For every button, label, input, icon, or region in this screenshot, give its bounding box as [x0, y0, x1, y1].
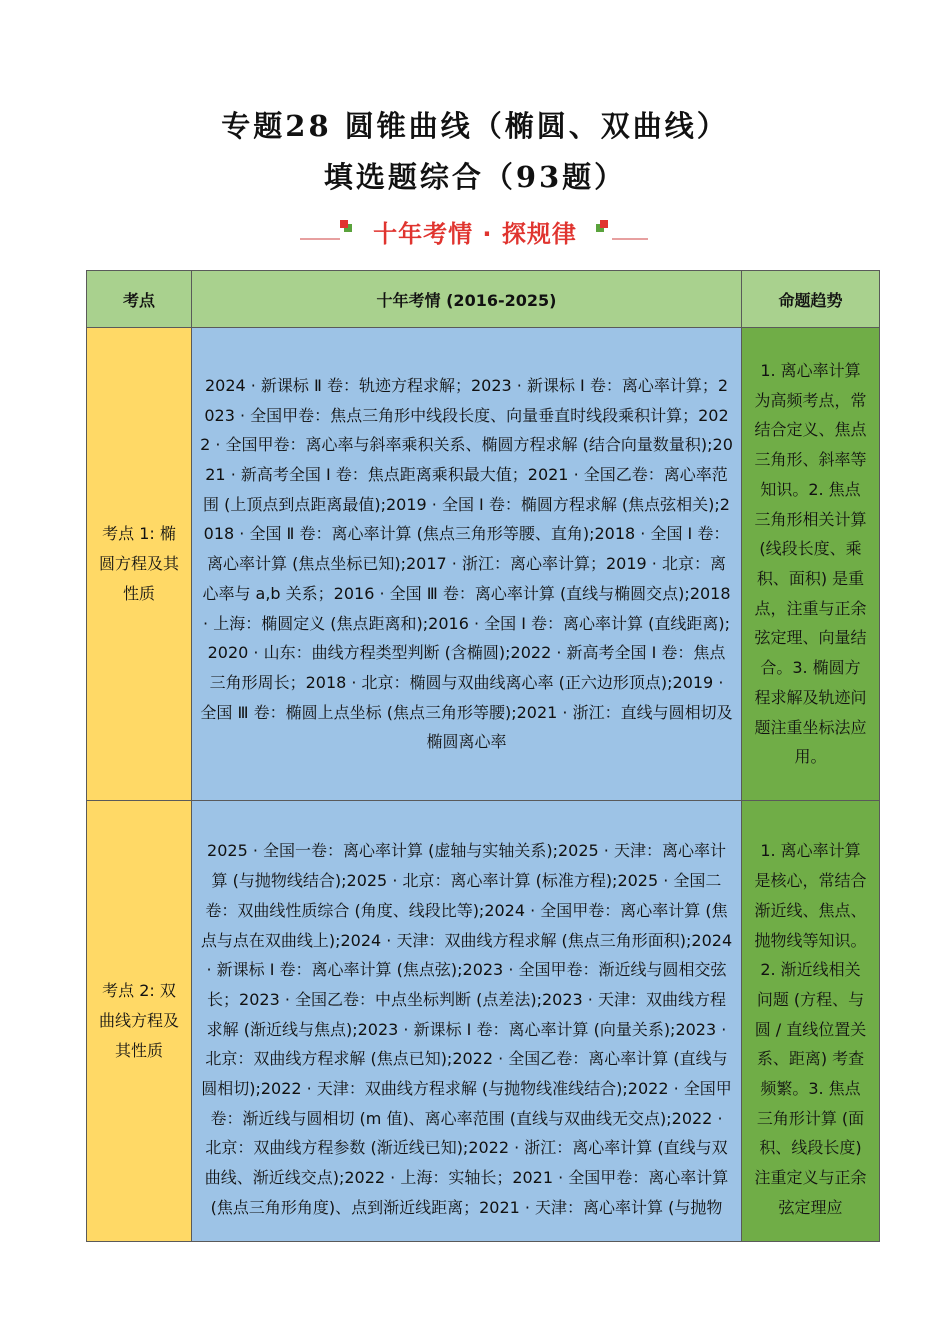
- trend-cell: [742, 801, 880, 1242]
- topic-text: 考点 1: 椭圆方程及其性质: [98, 524, 179, 603]
- topic-cell: [87, 328, 192, 801]
- history-cell: [192, 801, 742, 1242]
- header-history: 十年考情 (2016-2025): [192, 271, 742, 328]
- exam-analysis-table: [86, 270, 880, 1242]
- table-header-row: [87, 271, 880, 328]
- table-row: [87, 801, 880, 1242]
- trend-cell: [742, 328, 880, 801]
- banner-square-left-icon: [340, 220, 348, 228]
- document-title-line-1: 专题28 圆锥曲线（椭圆、双曲线）: [221, 109, 729, 143]
- trend-text: 1. 离心率计算是核心，常结合渐近线、焦点、抛物线等知识。2. 渐近线相关问题 (方程、与圆 / 直线位置关系、距离) 考查频繁。3. 焦点三角形计算 (面积、线段长度) 注重定义与正余弦定理应: [754, 841, 867, 1217]
- topic-text: 考点 2: 双曲线方程及其性质: [98, 981, 179, 1060]
- section-banner: [0, 214, 950, 250]
- document-title-line-2: 填选题综合（93题）: [323, 160, 627, 194]
- header-topic: 考点: [87, 271, 192, 328]
- banner-square-right-icon: [600, 220, 608, 228]
- history-text: 2024 · 新课标 Ⅱ 卷：轨迹方程求解；2023 · 新课标 Ⅰ 卷：离心率计算；2023 · 全国甲卷：焦点三角形中线段长度、向量垂直时线段乘积计算；2022 · 全国甲卷：离心率与斜率乘积关系、椭圆方程求解 (结合向量数量积);2021 · 新高考全国 Ⅰ 卷：焦点距离乘积最大值；2021 · 全国乙卷：离心率范围 (上顶点到点距离最值);2019 · 全国 Ⅰ 卷：椭圆方程求解 (焦点弦相关);2018 · 全国 Ⅱ 卷：离心率计算 (焦点三角形等腰、直角);2018 · 全国 Ⅰ 卷：离心率计算 (焦点坐标已知);2017 · 浙江：离心率计算；2019 · 北京：离心率与 a,b 关系；2016 · 全国 Ⅲ 卷：离心率计算 (直线与椭圆交点);2018 · 上海：椭圆定义 (焦点距离和);2016 · 全国 Ⅰ 卷：离心率计算 (直线距离);2020 · 山东：曲线方程类型判断 (含椭圆);2022 · 新高考全国 Ⅰ 卷：焦点三角形周长；2018 · 北京：椭圆与双曲线离心率 (正六边形顶点);2019 · 全国 Ⅲ 卷：椭圆上点坐标 (焦点三角形等腰);2021 · 浙江：直线与圆相切及椭圆离心率: [200, 375, 733, 752]
- trend-text: 1. 离心率计算为高频考点，常结合定义、焦点三角形、斜率等知识。2. 焦点三角形相关计算 (线段长度、乘积、面积) 是重点，注重与正余弦定理、向量结合。3. 椭圆方程求解及轨迹问题注重坐标法应用。: [754, 361, 867, 767]
- history-text: 2025 · 全国一卷：离心率计算 (虚轴与实轴关系);2025 · 天津：离心率计算 (与抛物线结合);2025 · 北京：离心率计算 (标准方程);2025 · 全国二卷：双曲线性质综合 (角度、线段比等);2024 · 全国甲卷：离心率计算 (焦点与点在双曲线上);2024 · 天津：双曲线方程求解 (焦点三角形面积);2024 · 新课标 Ⅰ 卷：离心率计算 (焦点弦);2023 · 全国甲卷：渐近线与圆相交弦长；2023 · 全国乙卷：中点坐标判断 (点差法);2023 · 天津：双曲线方程求解 (渐近线与焦点);2023 · 新课标 Ⅰ 卷：离心率计算 (向量关系);2023 · 北京：双曲线方程求解 (焦点已知);2022 · 全国乙卷：离心率计算 (直线与圆相切);2022 · 天津：双曲线方程求解 (与抛物线准线结合);2022 · 全国甲卷：渐近线与圆相切 (m 值)、离心率范围 (直线与双曲线无交点);2022 · 北京：双曲线方程参数 (渐近线已知);2022 · 浙江：离心率计算 (直线与双曲线、渐近线交点);2022 · 上海：实轴长；2021 · 全国甲卷：离心率计算 (焦点三角形角度)、点到渐近线距离；2021 · 天津：离心率计算 (与抛物: [200, 841, 733, 1217]
- banner-text: 十年考情 · 探规律: [373, 220, 577, 248]
- history-cell: [192, 328, 742, 801]
- table-row: [87, 328, 880, 801]
- topic-cell: [87, 801, 192, 1242]
- header-trend: 命题趋势: [742, 271, 880, 328]
